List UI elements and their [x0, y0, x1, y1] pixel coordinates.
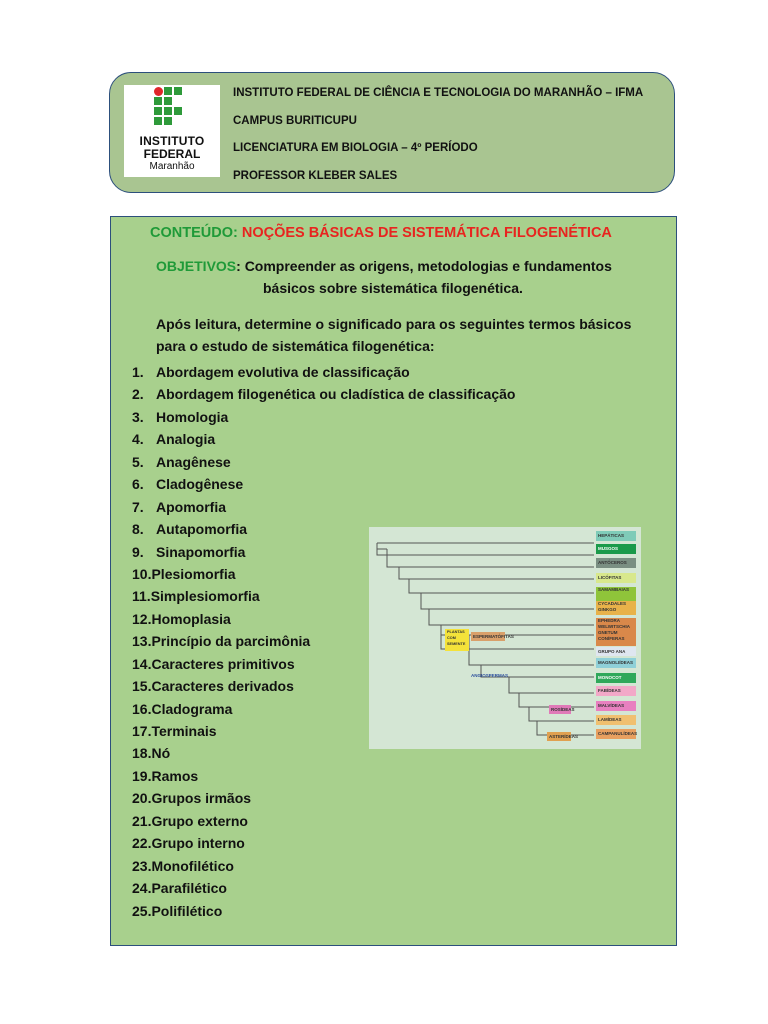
term-text: Sinapomorfia	[156, 543, 246, 560]
term-number: 12.	[132, 610, 152, 627]
clade-spermatophytes: ESPERMATÓFITAS	[473, 634, 514, 639]
term-text: Ramos	[151, 767, 199, 784]
term-text: Abordagem evolutiva de classificação	[156, 364, 410, 380]
term-item	[132, 431, 515, 453]
term-text: Abordagem filogenética ou cladística de classificação	[156, 386, 516, 403]
term-item	[132, 386, 515, 408]
course-name: LICENCIATURA EM BIOLOGIA – 4º PERÍODO	[233, 142, 478, 154]
cladogram-terminal: GRUPO ANA	[596, 647, 636, 656]
term-item	[132, 858, 515, 880]
term-text: Homologia	[156, 408, 229, 425]
term-text: Grupo interno	[151, 835, 245, 852]
cladogram-terminal: MONOCOT	[596, 673, 636, 683]
term-number: 16.	[132, 700, 152, 717]
term-text: Princípio da parcimônia	[151, 633, 311, 650]
term-number: 18.	[132, 745, 152, 762]
cladogram-terminal: EPHEDRA WELWITSCHIA GNETUM CONÍFERAS	[596, 618, 636, 646]
objectives-text-line1: : Compreender as origens, metodologias e fundamentos	[236, 258, 612, 274]
term-text: Parafilético	[151, 880, 227, 897]
term-text: Nó	[151, 745, 171, 762]
cladogram-terminal: HEPÁTICAS	[596, 531, 636, 541]
term-number: 8.	[132, 521, 144, 538]
term-item	[132, 454, 515, 476]
term-number: 11.	[132, 588, 151, 605]
logo-text-maranhao: Maranhão	[149, 161, 195, 172]
content-topic: NOÇÕES BÁSICAS DE SISTEMÁTICA FILOGENÉTICA	[241, 225, 612, 241]
header-box	[109, 72, 675, 193]
ifma-logo	[124, 85, 220, 177]
clade-rosids: ROSÍDEAS	[551, 707, 575, 712]
term-number: 23.	[132, 857, 152, 874]
term-number: 10.	[132, 565, 152, 582]
cladogram-terminal: MALVÍDEAS	[596, 701, 636, 711]
term-text: Apomorfia	[156, 498, 226, 515]
term-item	[132, 790, 515, 812]
cladogram-terminal: MUSGOS	[596, 544, 636, 554]
term-number: 1.	[132, 364, 144, 380]
term-text: Grupos irmãos	[151, 790, 252, 807]
term-text: Polifilético	[151, 902, 223, 919]
term-text: Cladogênese	[156, 476, 244, 493]
term-item	[132, 409, 515, 431]
term-number: 19.	[132, 767, 152, 784]
term-text: Homoplasia	[151, 610, 231, 627]
institution-name: INSTITUTO FEDERAL DE CIÊNCIA E TECNOLOGIA DO MARANHÃO – IFMA	[233, 87, 644, 99]
term-number: 2.	[132, 386, 144, 403]
term-number: 13.	[132, 633, 152, 650]
term-item	[132, 903, 515, 925]
instructions: Após leitura, determine o significado para os seguintes termos básicos para o estudo de sistemática filogenética:	[156, 316, 632, 354]
professor-name: PROFESSOR KLEBER SALES	[233, 170, 398, 182]
term-text: Grupo externo	[151, 812, 248, 829]
clade-angiosperms: ANGIOSPERMAS	[471, 673, 509, 678]
content-label: CONTEÚDO:	[150, 225, 238, 241]
cladogram-figure	[369, 527, 641, 749]
term-item	[132, 813, 515, 835]
cladogram-terminal: CYCADALES GINKGO	[596, 601, 636, 615]
clade-asterids: ASTERÍDEAS	[549, 734, 579, 739]
term-number: 7.	[132, 498, 144, 515]
term-number: 5.	[132, 453, 144, 470]
term-item	[132, 880, 515, 902]
cladogram-terminal: ANTÓCEROS	[596, 558, 636, 568]
term-number: 3.	[132, 408, 144, 425]
term-number: 14.	[132, 655, 152, 672]
term-number: 21.	[132, 812, 152, 829]
term-text: Cladograma	[151, 700, 233, 717]
term-item	[132, 476, 515, 498]
cladogram-terminal: FABÍDEAS	[596, 686, 636, 696]
term-text: Simplesiomorfia	[150, 588, 260, 605]
term-item	[132, 364, 515, 386]
term-text: Caracteres derivados	[151, 678, 294, 695]
term-number: 4.	[132, 431, 144, 448]
logo-text-federal: FEDERAL	[143, 147, 201, 161]
term-text: Autapomorfia	[156, 521, 247, 538]
term-text: Monofilético	[151, 857, 234, 874]
term-number: 9.	[132, 543, 144, 560]
cladogram-terminal: LICÓFITAS	[596, 573, 636, 583]
term-text: Anagênese	[156, 453, 231, 470]
term-text: Terminais	[151, 723, 217, 739]
term-item	[132, 835, 515, 857]
term-number: 22.	[132, 835, 152, 852]
term-text: Caracteres primitivos	[151, 655, 295, 672]
term-item	[132, 768, 515, 790]
term-text: Plesiomorfia	[151, 565, 236, 582]
term-number: 20.	[132, 790, 152, 807]
term-number: 17.	[132, 723, 152, 739]
term-number: 24.	[132, 880, 152, 897]
campus-name: CAMPUS BURITICUPU	[233, 115, 357, 127]
clade-seed-plants: PLANTAS COM SEMENTE	[445, 629, 469, 651]
term-text: Analogia	[156, 431, 216, 448]
term-number: 6.	[132, 476, 144, 493]
objectives-text-line2: básicos sobre sistemática filogenética.	[263, 280, 523, 296]
term-number: 25.	[132, 902, 152, 919]
term-number: 15.	[132, 678, 152, 695]
content-title	[150, 225, 612, 241]
objectives-label: OBJETIVOS	[156, 258, 237, 274]
logo-text-instituto: INSTITUTO	[139, 134, 205, 148]
term-item	[132, 499, 515, 521]
cladogram-terminal: CAMPANULÍDEAS	[596, 729, 636, 739]
cladogram-terminal: LAMÍDEAS	[596, 715, 636, 725]
objectives	[156, 258, 612, 274]
cladogram-terminal: SAMAMBAIAS	[596, 587, 636, 601]
cladogram-terminal: MAGNOLIÍDEAS	[596, 658, 636, 668]
